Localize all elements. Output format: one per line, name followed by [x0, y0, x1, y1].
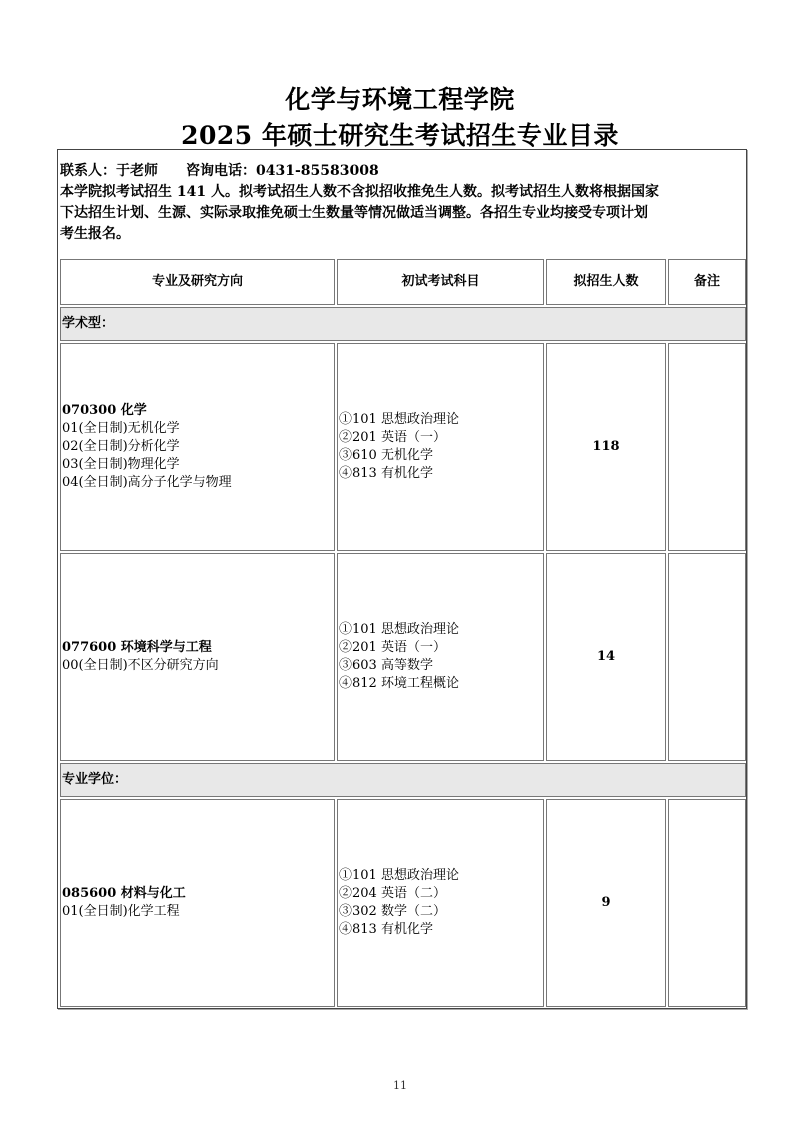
- subjects-cell: [337, 799, 544, 1007]
- subject-item: ①101 思想政治理论: [339, 868, 459, 883]
- catalog-table: [58, 257, 748, 1009]
- subject-item: ④812 环境工程概论: [339, 676, 459, 691]
- page-subtitle: 2025 年硕士研究生考试招生专业目录: [181, 121, 619, 150]
- major-name: 085600 材料与化工: [62, 886, 186, 901]
- subject-item: ②204 英语（二）: [339, 886, 446, 901]
- subject-item: ③302 数学（二）: [339, 904, 446, 919]
- direction-item: 00(全日制)不区分研究方向: [62, 658, 219, 673]
- subject-item: ①101 思想政治理论: [339, 622, 459, 637]
- program-row: [60, 553, 746, 761]
- subject-item: ①101 思想政治理论: [339, 412, 459, 427]
- remark-cell: [668, 799, 746, 1007]
- header-row: [60, 259, 746, 305]
- header-cell-count: 拟招生人数: [546, 259, 666, 305]
- subject-item: ④813 有机化学: [339, 922, 433, 937]
- category-row: [60, 307, 746, 341]
- header-cell-major: 专业及研究方向: [60, 259, 335, 305]
- page-number: 11: [393, 1079, 407, 1092]
- major-cell: [60, 799, 335, 1007]
- subjects-cell: [337, 553, 544, 761]
- note-line: 考生报名。: [60, 226, 130, 242]
- category-label: 学术型：: [60, 307, 746, 341]
- header-cell-subjects: 初试考试科目: [337, 259, 544, 305]
- subject-item: ③603 高等数学: [339, 658, 433, 673]
- major-cell: [60, 343, 335, 551]
- count-cell: 118: [546, 343, 666, 551]
- count-cell: 9: [546, 799, 666, 1007]
- subject-item: ②201 英语（一）: [339, 640, 446, 655]
- direction-item: 02(全日制)分析化学: [62, 439, 180, 454]
- subject-item: ②201 英语（一）: [339, 430, 446, 445]
- subject-item: ③610 无机化学: [339, 448, 433, 463]
- direction-item: 01(全日制)无机化学: [62, 421, 180, 436]
- note-line: 本学院拟考试招生 141 人。拟考试招生人数不含拟招收推免生人数。拟考试招生人数将根据国家: [60, 184, 659, 200]
- count-cell: 14: [546, 553, 666, 761]
- direction-item: 01(全日制)化学工程: [62, 904, 180, 919]
- major-name: 077600 环境科学与工程: [62, 640, 212, 655]
- note-line: 下达招生计划、生源、实际录取推免硕士生数量等情况做适当调整。各招生专业均接受专项计划: [60, 205, 648, 221]
- category-label: 专业学位：: [60, 763, 746, 797]
- category-row: [60, 763, 746, 797]
- direction-item: 03(全日制)物理化学: [62, 457, 180, 472]
- page-title: 化学与环境工程学院: [285, 85, 515, 114]
- program-row: [60, 799, 746, 1007]
- subject-item: ④813 有机化学: [339, 466, 433, 481]
- remark-cell: [668, 343, 746, 551]
- direction-item: 04(全日制)高分子化学与物理: [62, 475, 232, 490]
- subjects-cell: [337, 343, 544, 551]
- major-name: 070300 化学: [62, 403, 147, 418]
- header-cell-remark: 备注: [668, 259, 746, 305]
- contact-line: 联系人：于老师 咨询电话：0431-85583008: [60, 163, 379, 179]
- program-row: [60, 343, 746, 551]
- remark-cell: [668, 553, 746, 761]
- info-block: [60, 161, 750, 245]
- major-cell: [60, 553, 335, 761]
